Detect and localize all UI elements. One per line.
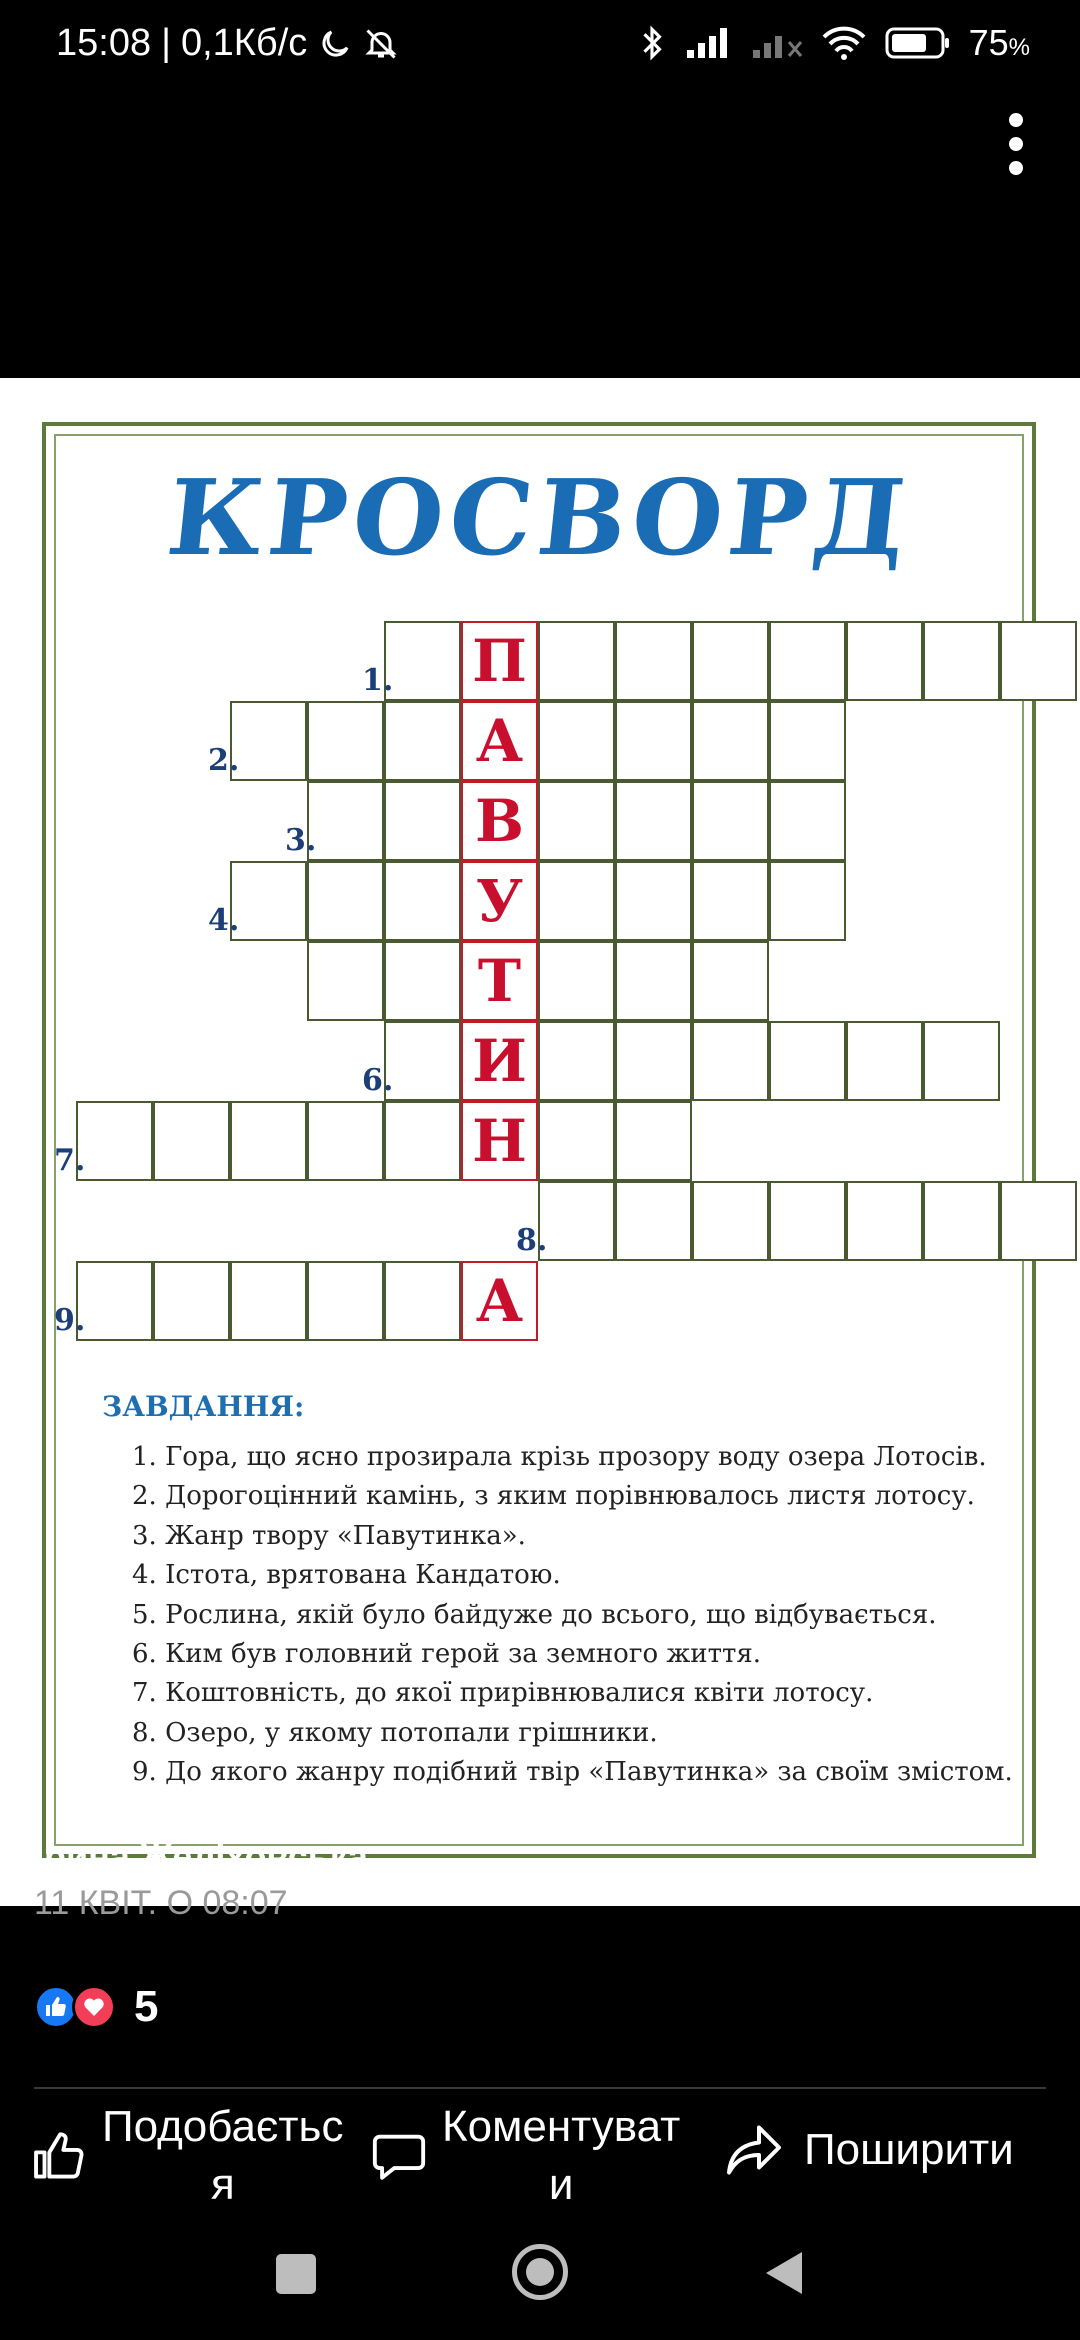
back-button[interactable] bbox=[762, 2250, 804, 2296]
crossword-cell bbox=[538, 621, 615, 701]
row-number-label: 8. bbox=[516, 1223, 548, 1258]
crossword-cell bbox=[230, 1101, 307, 1181]
more-dot bbox=[1009, 113, 1023, 127]
crossword-cell bbox=[615, 781, 692, 861]
moon-icon bbox=[317, 26, 353, 62]
crossword-cell bbox=[1000, 1181, 1077, 1261]
crossword-cell bbox=[307, 861, 384, 941]
crossword-cell bbox=[307, 781, 384, 861]
crossword-cell bbox=[846, 621, 923, 701]
crossword-cell bbox=[615, 621, 692, 701]
crossword-cell bbox=[769, 861, 846, 941]
task-item: 6. Ким був головний герой за земного життя. bbox=[132, 1638, 762, 1669]
crossword-cell bbox=[615, 701, 692, 781]
row-number-label: 1. bbox=[362, 663, 394, 698]
crossword-cell bbox=[769, 1021, 846, 1101]
crossword-cell bbox=[538, 781, 615, 861]
row-number-label: 4. bbox=[208, 903, 240, 938]
crossword-cell bbox=[692, 621, 769, 701]
task-item: 7. Коштовність, до якої прирівнювалися квіти лотосу. bbox=[132, 1678, 874, 1709]
crossword-cell bbox=[692, 701, 769, 781]
crossword-cell bbox=[307, 941, 384, 1021]
crossword-cell bbox=[384, 1101, 461, 1181]
keyword-letter-cell: У bbox=[461, 861, 538, 941]
more-dot bbox=[1009, 137, 1023, 151]
row-number-label: 6. bbox=[362, 1063, 394, 1098]
more-dot bbox=[1009, 161, 1023, 175]
crossword-cell bbox=[615, 861, 692, 941]
crossword-cell bbox=[923, 1181, 1000, 1261]
crossword-cell bbox=[307, 1101, 384, 1181]
crossword-cell bbox=[615, 941, 692, 1021]
recent-apps-button[interactable] bbox=[276, 2254, 316, 2294]
share-label: Поширити bbox=[804, 2125, 1014, 2174]
crossword-cell bbox=[76, 1101, 153, 1181]
keyword-letter-cell: А bbox=[461, 701, 538, 781]
status-right bbox=[637, 22, 1030, 64]
thumbs-up-icon bbox=[30, 2127, 88, 2185]
crossword-cell bbox=[769, 621, 846, 701]
crossword-cell bbox=[307, 1261, 384, 1341]
post-author[interactable]: Ірина Желіховська bbox=[34, 1836, 368, 1877]
keyword-letter-cell: И bbox=[461, 1021, 538, 1101]
crossword-cell bbox=[615, 1101, 692, 1181]
crossword-cell bbox=[384, 941, 461, 1021]
status-time: 15:08 bbox=[56, 22, 152, 64]
crossword-cell bbox=[538, 1021, 615, 1101]
crossword-cell bbox=[153, 1101, 230, 1181]
crossword-title: КРОСВОРД bbox=[161, 456, 919, 579]
post-photo[interactable] bbox=[0, 378, 1080, 1906]
task-item: 3. Жанр твору «Павутинка». bbox=[132, 1520, 526, 1551]
task-item: 1. Гора, що ясно прозирала крізь прозору воду озера Лотосів. bbox=[132, 1442, 987, 1472]
divider bbox=[34, 2087, 1046, 2089]
crossword-cell bbox=[538, 701, 615, 781]
row-number-label: 9. bbox=[54, 1303, 86, 1338]
crossword-cell bbox=[538, 1101, 615, 1181]
crossword-cell bbox=[923, 621, 1000, 701]
love-reaction-icon bbox=[72, 1985, 116, 2029]
crossword-cell bbox=[923, 1021, 1000, 1101]
crossword-cell bbox=[230, 861, 307, 941]
signal-icon bbox=[685, 26, 733, 60]
task-item: 9. До якого жанру подібний твір «Павутинка» за своїм змістом. bbox=[132, 1757, 1013, 1788]
post-timestamp[interactable]: 11 КВІТ. О 08:07 bbox=[34, 1884, 288, 1922]
crossword-cell bbox=[538, 1181, 615, 1261]
status-separator: | bbox=[161, 22, 171, 64]
tasks-list bbox=[132, 1438, 1013, 1793]
crossword-cell bbox=[1000, 621, 1077, 701]
keyword-letter-cell: В bbox=[461, 781, 538, 861]
keyword-letter-cell: Н bbox=[461, 1101, 538, 1181]
keyword-letter-cell: Т bbox=[461, 941, 538, 1021]
crossword-cell bbox=[692, 781, 769, 861]
crossword-cell bbox=[307, 701, 384, 781]
bluetooth-icon bbox=[637, 23, 667, 63]
crossword-cell bbox=[615, 1181, 692, 1261]
status-left bbox=[56, 22, 399, 65]
crossword-cell bbox=[692, 1181, 769, 1261]
crossword-cell bbox=[769, 781, 846, 861]
wifi-icon bbox=[821, 25, 867, 61]
keyword-letter-cell: А bbox=[461, 1261, 538, 1341]
home-button[interactable] bbox=[512, 2244, 568, 2300]
status-network-speed: 0,1Кб/с bbox=[180, 22, 308, 64]
status-bar bbox=[0, 0, 1080, 96]
crossword-cell bbox=[384, 861, 461, 941]
reactions-summary[interactable] bbox=[34, 1982, 158, 2032]
crossword-cell bbox=[615, 1021, 692, 1101]
crossword-cell bbox=[384, 1021, 461, 1101]
task-item: 2. Дорогоцінний камінь, з яким порівнювалось листя лотосу. bbox=[132, 1481, 975, 1512]
crossword-cell bbox=[692, 941, 769, 1021]
crossword-cell bbox=[384, 621, 461, 701]
crossword-cell bbox=[846, 1181, 923, 1261]
row-number-label: 2. bbox=[208, 743, 240, 778]
crossword-cell bbox=[692, 861, 769, 941]
crossword-grid bbox=[0, 378, 1080, 1478]
task-item: 4. Істота, врятована Кандатою. bbox=[132, 1560, 561, 1591]
bell-off-icon bbox=[363, 26, 399, 62]
crossword-cell bbox=[846, 1021, 923, 1101]
share-button[interactable] bbox=[724, 2122, 1014, 2178]
crossword-cell bbox=[384, 781, 461, 861]
row-number-label: 3. bbox=[285, 823, 317, 858]
crossword-cell bbox=[384, 701, 461, 781]
crossword-cell bbox=[769, 1181, 846, 1261]
row-number-label: 7. bbox=[54, 1143, 86, 1178]
task-item: 5. Рослина, якій було байдуже до всього, що відбувається. bbox=[132, 1599, 937, 1630]
crossword-cell bbox=[230, 701, 307, 781]
tasks-title: ЗАВДАННЯ: bbox=[102, 1390, 305, 1423]
comment-label: Коментуват и bbox=[442, 2102, 681, 2209]
task-item: 8. Озеро, у якому потопали грішники. bbox=[132, 1717, 658, 1748]
crossword-cell bbox=[153, 1261, 230, 1341]
crossword-cell bbox=[76, 1261, 153, 1341]
battery-icon bbox=[885, 26, 951, 60]
battery-level: 75% bbox=[968, 22, 1030, 63]
crossword-cell bbox=[692, 1021, 769, 1101]
crossword-cell bbox=[384, 1261, 461, 1341]
more-options-button[interactable] bbox=[988, 108, 1044, 180]
crossword-cell bbox=[769, 701, 846, 781]
signal-2-icon bbox=[751, 26, 803, 60]
like-label: Подобаєтьс я bbox=[102, 2102, 344, 2209]
crossword-cell bbox=[538, 861, 615, 941]
like-button[interactable] bbox=[30, 2098, 343, 2214]
crossword-cell bbox=[230, 1261, 307, 1341]
share-icon bbox=[724, 2122, 784, 2178]
reaction-count: 5 bbox=[134, 1982, 159, 2031]
crossword-cell bbox=[538, 941, 615, 1021]
navigation-bar bbox=[0, 2228, 1080, 2340]
comment-button[interactable] bbox=[370, 2098, 680, 2214]
comment-icon bbox=[370, 2127, 428, 2185]
keyword-letter-cell: П bbox=[461, 621, 538, 701]
